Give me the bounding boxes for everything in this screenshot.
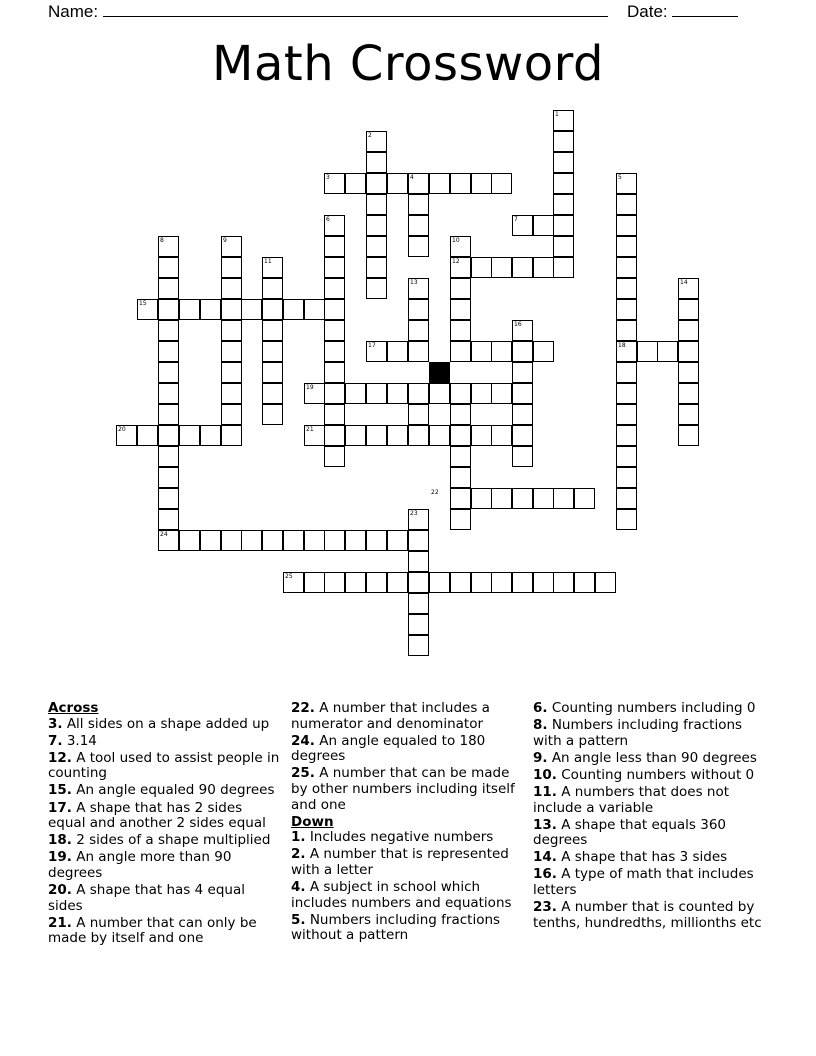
crossword-cell[interactable]: [471, 173, 492, 194]
down-clue-list-2: [533, 701, 765, 931]
clue-number-label: 14: [680, 279, 688, 286]
crossword-cell[interactable]: [512, 341, 533, 362]
clue-item: [291, 734, 523, 765]
clue-number: 21.: [48, 914, 72, 931]
crossword-cell[interactable]: [616, 194, 637, 215]
crossword-cell[interactable]: [221, 383, 242, 404]
crossword-cell[interactable]: [553, 572, 574, 593]
crossword-cell[interactable]: [324, 278, 345, 299]
crossword-cell[interactable]: [408, 299, 429, 320]
crossword-cell[interactable]: [345, 173, 366, 194]
crossword-cell[interactable]: [678, 320, 699, 341]
crossword-cell[interactable]: [533, 257, 554, 278]
crossword-cell[interactable]: [366, 425, 387, 446]
crossword-cell[interactable]: [450, 488, 471, 509]
crossword-cell[interactable]: [158, 467, 179, 488]
crossword-cell[interactable]: [241, 530, 262, 551]
clue-number: 6.: [533, 700, 548, 716]
crossword-cell[interactable]: [678, 362, 699, 383]
crossword-cell[interactable]: [408, 404, 429, 425]
crossword-cell[interactable]: [491, 173, 512, 194]
crossword-cell[interactable]: [387, 173, 408, 194]
clue-item: [533, 785, 765, 816]
clue-text: An angle equaled to 180 degrees: [291, 732, 486, 765]
crossword-cell[interactable]: [450, 278, 471, 299]
clue-text: An angle less than 90 degrees: [547, 749, 757, 766]
clue-number-label: 23: [410, 510, 418, 517]
crossword-cell[interactable]: [553, 215, 574, 236]
crossword-cell[interactable]: [616, 383, 637, 404]
crossword-cell[interactable]: [616, 467, 637, 488]
clue-item: [291, 766, 523, 813]
clue-item: [533, 867, 765, 898]
clue-text: Numbers including fractions without a pattern: [291, 911, 501, 944]
page-title: Math Crossword: [212, 36, 604, 92]
clue-number-label: 8: [160, 237, 164, 244]
clues-column-3: [533, 701, 765, 933]
crossword-cell[interactable]: [345, 383, 366, 404]
crossword-cell[interactable]: [471, 572, 492, 593]
crossword-cell[interactable]: [324, 299, 345, 320]
clue-item: [533, 768, 765, 784]
crossword-cell[interactable]: [471, 425, 492, 446]
across-clue-list-1: [48, 717, 280, 947]
crossword-cell[interactable]: [408, 236, 429, 257]
crossword-cell[interactable]: [429, 383, 450, 404]
crossword-cell[interactable]: [262, 362, 283, 383]
crossword-cell[interactable]: [387, 572, 408, 593]
clue-number-label: 17: [368, 342, 376, 349]
clue-text: A subject in school which includes numbers and equations: [291, 879, 512, 911]
crossword-cell[interactable]: [616, 299, 637, 320]
clue-text: Counting numbers including 0: [547, 700, 756, 716]
clue-number-label: 19: [306, 384, 314, 391]
crossword-cell[interactable]: [471, 341, 492, 362]
crossword-cell[interactable]: [657, 341, 678, 362]
crossword-cell[interactable]: [387, 530, 408, 551]
crossword-cell[interactable]: [616, 215, 637, 236]
clue-item: [48, 751, 280, 782]
crossword-cell[interactable]: [262, 383, 283, 404]
clue-text: An angle equaled 90 degrees: [71, 782, 275, 799]
crossword-cell[interactable]: [533, 572, 554, 593]
down-clue-list-1: [291, 830, 523, 944]
clue-number-label: 10: [452, 237, 460, 244]
crossword-cell[interactable]: [324, 572, 345, 593]
clue-number: 20.: [48, 882, 72, 899]
clue-text: 2 sides of a shape multiplied: [71, 832, 271, 849]
crossword-cell[interactable]: [471, 383, 492, 404]
crossword-cell[interactable]: [262, 530, 283, 551]
clue-number-label: 1: [555, 111, 559, 118]
crossword-cell[interactable]: [553, 257, 574, 278]
crossword-cell[interactable]: [158, 509, 179, 530]
crossword-cell[interactable]: [324, 383, 345, 404]
crossword-cell[interactable]: [158, 425, 179, 446]
clue-number: 18.: [48, 832, 72, 849]
crossword-cell[interactable]: [158, 320, 179, 341]
crossword-cell[interactable]: [408, 614, 429, 635]
clue-text: Counting numbers without 0: [556, 766, 755, 783]
crossword-cell[interactable]: [491, 341, 512, 362]
clue-number: 11.: [533, 783, 557, 800]
name-label: Name:: [48, 2, 99, 21]
clue-number-label: 11: [264, 258, 272, 265]
crossword-cell[interactable]: [450, 320, 471, 341]
across-clue-list-2: [291, 701, 523, 813]
crossword-cell[interactable]: [678, 425, 699, 446]
clue-text: A number that is counted by tenths, hundredths, millionths etc: [533, 899, 762, 931]
crossword-cell[interactable]: [366, 278, 387, 299]
crossword-cell[interactable]: [366, 215, 387, 236]
crossword-cell[interactable]: [324, 362, 345, 383]
crossword-cell[interactable]: [158, 341, 179, 362]
clue-item: [533, 718, 765, 749]
clue-number: 9.: [533, 749, 548, 766]
crossword-black-cell: [429, 362, 450, 383]
crossword-cell[interactable]: [221, 341, 242, 362]
clue-number: 17.: [48, 799, 72, 816]
crossword-cell[interactable]: [221, 257, 242, 278]
crossword-cell[interactable]: [408, 215, 429, 236]
clue-number-label: 4: [410, 174, 414, 181]
crossword-cell[interactable]: [324, 530, 345, 551]
crossword-cell[interactable]: [366, 152, 387, 173]
clue-number-label: 12: [452, 258, 460, 265]
crossword-cell[interactable]: [262, 341, 283, 362]
clue-number-label: 7: [514, 216, 518, 223]
clue-number-label: 18: [618, 342, 626, 349]
clue-item: [291, 701, 523, 732]
crossword-cell[interactable]: [324, 257, 345, 278]
crossword-cell[interactable]: [512, 488, 533, 509]
crossword-cell[interactable]: [491, 488, 512, 509]
crossword-cell[interactable]: [408, 593, 429, 614]
crossword-cell[interactable]: [450, 509, 471, 530]
crossword-cell[interactable]: [408, 551, 429, 572]
across-heading: Across: [48, 700, 99, 716]
crossword-cell[interactable]: [450, 572, 471, 593]
crossword-cell[interactable]: [429, 572, 450, 593]
clue-number: 8.: [533, 717, 548, 734]
crossword-cell[interactable]: [512, 404, 533, 425]
crossword-cell[interactable]: [221, 278, 242, 299]
clue-item: [48, 717, 280, 733]
crossword-cell[interactable]: [158, 257, 179, 278]
down-heading: Down: [291, 813, 334, 830]
clue-text: Includes negative numbers: [305, 829, 494, 846]
crossword-cell[interactable]: [512, 446, 533, 467]
crossword-cell[interactable]: [221, 320, 242, 341]
crossword-cell[interactable]: [345, 572, 366, 593]
crossword-cell[interactable]: [512, 362, 533, 383]
clue-number-label: 16: [514, 321, 522, 328]
clue-text: A number that can only be made by itself and one: [48, 914, 257, 947]
clue-text: An angle more than 90 degrees: [48, 849, 232, 881]
crossword-cell[interactable]: [616, 257, 637, 278]
crossword-cell[interactable]: [324, 341, 345, 362]
crossword-cell[interactable]: [512, 383, 533, 404]
crossword-cell[interactable]: [616, 488, 637, 509]
clue-number-label: 22: [431, 489, 439, 496]
crossword-cell[interactable]: [345, 425, 366, 446]
clue-number-label: 25: [285, 573, 293, 580]
clue-text: A shape that has 4 equal sides: [48, 882, 245, 914]
clue-text: 3.14: [62, 732, 97, 749]
crossword-cell[interactable]: [221, 299, 242, 320]
clue-item: [48, 801, 280, 832]
crossword-cell[interactable]: [324, 404, 345, 425]
clue-number-label: 24: [160, 531, 168, 538]
crossword-cell[interactable]: [158, 362, 179, 383]
clue-item: [48, 734, 280, 750]
crossword-cell[interactable]: [616, 404, 637, 425]
crossword-cell[interactable]: [616, 425, 637, 446]
crossword-cell[interactable]: [221, 404, 242, 425]
crossword-cell[interactable]: [262, 299, 283, 320]
crossword-cell[interactable]: [553, 131, 574, 152]
clue-number: 1.: [291, 829, 306, 846]
crossword-cell[interactable]: [616, 362, 637, 383]
crossword-cell[interactable]: [616, 236, 637, 257]
crossword-cell[interactable]: [179, 299, 200, 320]
crossword-cell[interactable]: [304, 530, 325, 551]
clue-text: A type of math that includes letters: [533, 866, 754, 899]
clue-text: A numbers that does not include a variable: [533, 783, 730, 816]
crossword-cell[interactable]: [262, 404, 283, 425]
crossword-cell[interactable]: [345, 530, 366, 551]
crossword-cell[interactable]: [324, 236, 345, 257]
clue-number: 4.: [291, 879, 306, 896]
crossword-cell[interactable]: [450, 299, 471, 320]
crossword-cell[interactable]: [450, 173, 471, 194]
crossword-cell[interactable]: [678, 341, 699, 362]
clue-item: [291, 847, 523, 878]
crossword-cell[interactable]: [450, 383, 471, 404]
clue-number-label: 21: [306, 426, 314, 433]
crossword-cell[interactable]: [408, 341, 429, 362]
crossword-cell[interactable]: [616, 278, 637, 299]
clue-number-label: 3: [326, 174, 330, 181]
clue-item: [533, 900, 765, 931]
crossword-cell[interactable]: [512, 572, 533, 593]
clue-item: [48, 916, 280, 947]
crossword-cell[interactable]: [553, 488, 574, 509]
crossword-cell[interactable]: [408, 425, 429, 446]
crossword-cell[interactable]: [616, 320, 637, 341]
date-label: Date:: [627, 2, 668, 21]
crossword-cell[interactable]: [158, 383, 179, 404]
crossword-cell[interactable]: [408, 320, 429, 341]
clue-text: A shape that has 2 sides equal and another 2 sides equal: [48, 799, 266, 832]
clue-number: 10.: [533, 766, 557, 783]
crossword-cell[interactable]: [491, 572, 512, 593]
clue-number-label: 6: [326, 216, 330, 223]
crossword-cell[interactable]: [262, 320, 283, 341]
crossword-cell[interactable]: [387, 383, 408, 404]
crossword-cell[interactable]: [678, 299, 699, 320]
crossword-cell[interactable]: [324, 425, 345, 446]
clue-text: A number that is represented with a letter: [291, 846, 509, 878]
clue-item: [291, 913, 523, 944]
crossword-cell[interactable]: [637, 341, 658, 362]
crossword-cell[interactable]: [429, 425, 450, 446]
clue-item: [291, 880, 523, 911]
crossword-cell[interactable]: [324, 446, 345, 467]
crossword-cell[interactable]: [450, 404, 471, 425]
crossword-cell[interactable]: [574, 572, 595, 593]
crossword-cell[interactable]: [366, 236, 387, 257]
clue-number-label: 13: [410, 279, 418, 286]
clue-number-label: 15: [139, 300, 147, 307]
crossword-cell[interactable]: [158, 278, 179, 299]
crossword-cell[interactable]: [366, 530, 387, 551]
clue-number-label: 20: [118, 426, 126, 433]
crossword-cell[interactable]: [366, 194, 387, 215]
crossword-cell[interactable]: [471, 257, 492, 278]
crossword-cell[interactable]: [491, 257, 512, 278]
crossword-cell[interactable]: [533, 488, 554, 509]
clue-text: All sides on a shape added up: [62, 715, 270, 732]
crossword-cell[interactable]: [512, 425, 533, 446]
clue-number: 19.: [48, 849, 72, 866]
crossword-cell[interactable]: [283, 530, 304, 551]
clue-number: 13.: [533, 816, 557, 833]
crossword-cell[interactable]: [158, 488, 179, 509]
crossword-cell[interactable]: [408, 635, 429, 656]
crossword-cell[interactable]: [158, 446, 179, 467]
clue-text: A number that can be made by other numbers including itself and one: [291, 765, 515, 813]
crossword-cell[interactable]: [616, 509, 637, 530]
crossword-cell[interactable]: [408, 194, 429, 215]
clue-number: 24.: [291, 732, 315, 749]
crossword-cell[interactable]: [387, 341, 408, 362]
crossword-cell[interactable]: [408, 383, 429, 404]
crossword-cell[interactable]: [408, 572, 429, 593]
clue-number-label: 9: [223, 237, 227, 244]
clue-text: A number that includes a numerator and denominator: [291, 700, 490, 732]
crossword-cell[interactable]: [450, 446, 471, 467]
crossword-cell[interactable]: [200, 299, 221, 320]
crossword-cell[interactable]: [366, 572, 387, 593]
crossword-cell[interactable]: [616, 446, 637, 467]
crossword-cell[interactable]: [366, 383, 387, 404]
clue-number: 7.: [48, 732, 63, 749]
crossword-cell[interactable]: [366, 257, 387, 278]
clue-number: 22.: [291, 700, 315, 716]
crossword-cell[interactable]: [241, 299, 262, 320]
crossword-cell[interactable]: [450, 425, 471, 446]
crossword-cell[interactable]: [678, 383, 699, 404]
crossword-cell[interactable]: [221, 362, 242, 383]
clue-item: [533, 818, 765, 849]
clue-item: [533, 850, 765, 866]
clue-number-label: 5: [618, 174, 622, 181]
crossword-cell[interactable]: [553, 173, 574, 194]
crossword-cell[interactable]: [450, 467, 471, 488]
clue-number: 5.: [291, 911, 306, 928]
clue-number: 16.: [533, 866, 557, 883]
crossword-cell[interactable]: [179, 530, 200, 551]
crossword-cell[interactable]: [324, 320, 345, 341]
crossword-cell[interactable]: [678, 404, 699, 425]
clue-text: A shape that equals 360 degrees: [533, 816, 727, 849]
clue-number: 23.: [533, 899, 557, 916]
crossword-cell[interactable]: [491, 425, 512, 446]
crossword-cell[interactable]: [595, 572, 616, 593]
clue-item: [533, 751, 765, 767]
crossword-cell[interactable]: [553, 194, 574, 215]
clue-text: A shape that has 3 sides: [556, 849, 728, 866]
clue-number: 12.: [48, 749, 72, 766]
crossword-cell[interactable]: [158, 404, 179, 425]
crossword-cell[interactable]: [158, 299, 179, 320]
clue-item: [48, 783, 280, 799]
clue-number-label: 2: [368, 132, 372, 139]
clue-text: A tool used to assist people in counting: [48, 749, 280, 782]
crossword-cell[interactable]: [553, 236, 574, 257]
crossword-cell[interactable]: [471, 488, 492, 509]
clue-item: [291, 830, 523, 846]
clue-item: [533, 701, 765, 717]
crossword-cell[interactable]: [366, 173, 387, 194]
crossword-cell[interactable]: [533, 341, 554, 362]
clue-item: [48, 850, 280, 881]
crossword-cell[interactable]: [221, 425, 242, 446]
crossword-cell[interactable]: [179, 425, 200, 446]
crossword-cell[interactable]: [408, 530, 429, 551]
crossword-cell[interactable]: [450, 341, 471, 362]
crossword-cell[interactable]: [262, 278, 283, 299]
clue-number: 2.: [291, 846, 306, 863]
clue-item: [48, 833, 280, 849]
clue-number: 15.: [48, 782, 72, 799]
crossword-cell[interactable]: [491, 383, 512, 404]
crossword-cell[interactable]: [533, 215, 554, 236]
crossword-cell[interactable]: [200, 425, 221, 446]
clues-column-1: [48, 701, 280, 948]
clue-text: Numbers including fractions with a pattern: [533, 717, 743, 749]
crossword-cell[interactable]: [512, 257, 533, 278]
clue-number: 14.: [533, 849, 557, 866]
crossword-cell[interactable]: [283, 299, 304, 320]
clue-number: 25.: [291, 765, 315, 782]
clue-number: 3.: [48, 715, 63, 732]
clue-item: [48, 883, 280, 914]
crossword-cell[interactable]: [574, 488, 595, 509]
crossword-cell[interactable]: [221, 530, 242, 551]
clues-column-2: [291, 701, 523, 945]
crossword-cell[interactable]: [304, 572, 325, 593]
crossword-cell[interactable]: [304, 299, 325, 320]
crossword-cell[interactable]: [429, 173, 450, 194]
crossword-cell[interactable]: [137, 425, 158, 446]
crossword-cell[interactable]: [387, 425, 408, 446]
crossword-cell[interactable]: [553, 152, 574, 173]
crossword-cell[interactable]: [200, 530, 221, 551]
